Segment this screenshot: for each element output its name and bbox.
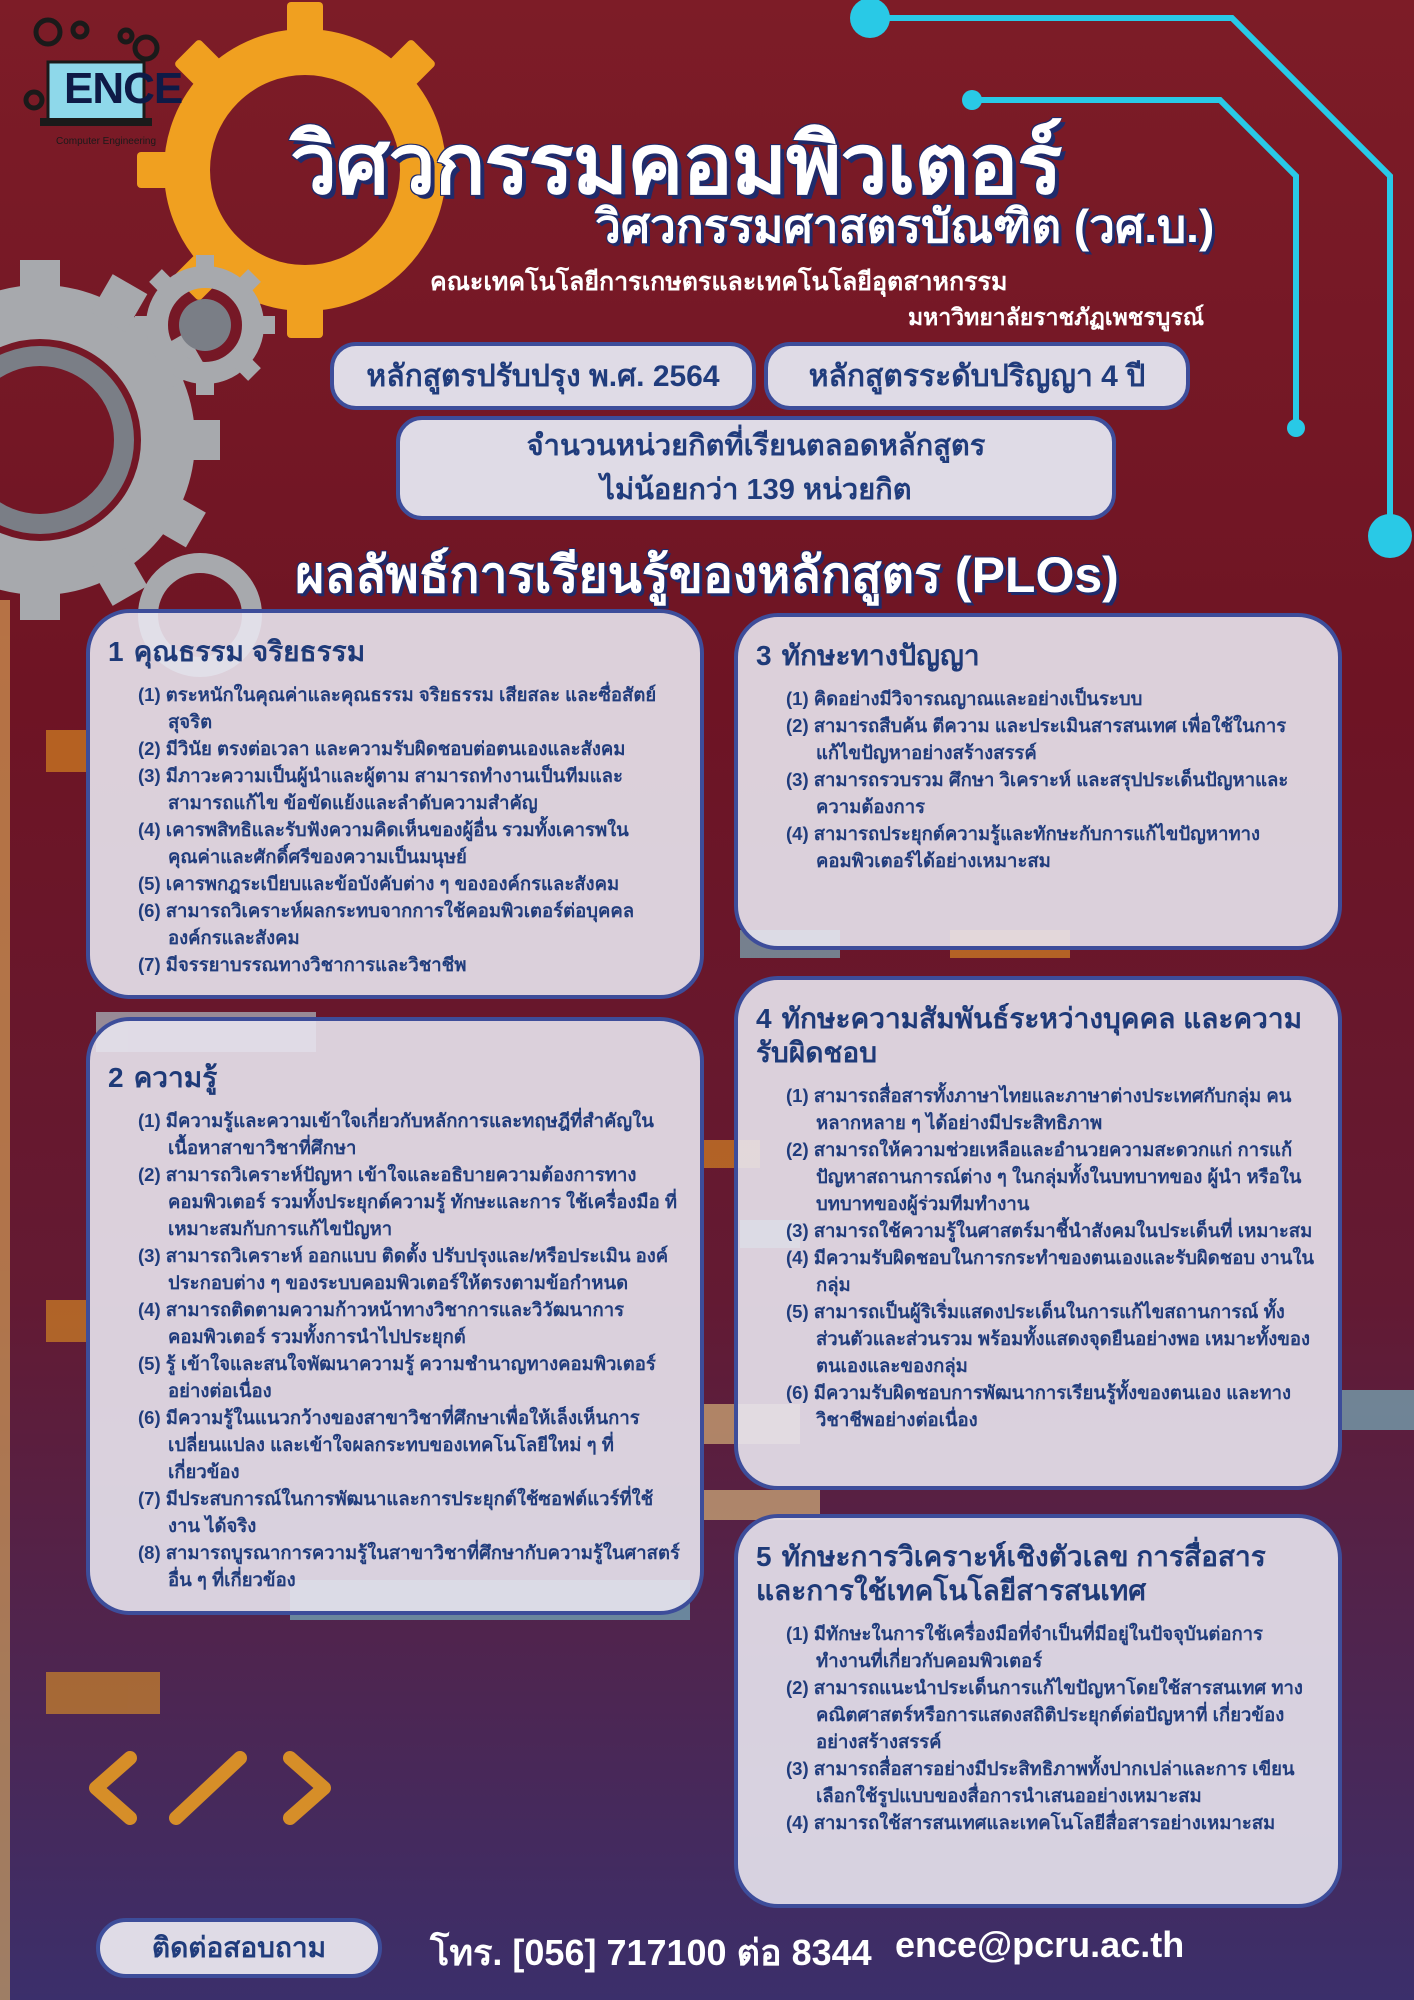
plo-card-title [756, 639, 1318, 673]
plo-title: ความรู้ [133, 1062, 218, 1093]
list-item: (6) มีความรู้ในแนวกว้างของสาขาวิชาที่ศึกษาเพื่อให้เล็งเห็นการ เปลี่ยนแปลง และเข้าใจผลกระทบของเทคโนโลยีใหม่ ๆ ที่เกี่ยวข้อง [138, 1407, 640, 1482]
plo-card-title [108, 1061, 680, 1095]
list-item: (4) สามารถติดตามความก้าวหน้าทางวิชาการและวิวัฒนาการ คอมพิวเตอร์ รวมทั้งการนำไปประยุกต์ [138, 1299, 625, 1347]
logo [20, 12, 183, 147]
list-item: (1) มีทักษะในการใช้เครื่องมือที่จำเป็นที่มีอยู่ในปัจจุบันต่อการ ทำงานที่เกี่ยวกับคอมพิวเตอร์ [786, 1623, 1263, 1671]
list-item: (4) สามารถประยุกต์ความรู้และทักษะกับการแก้ไขปัญหาทาง คอมพิวเตอร์ได้อย่างเหมาะสม [786, 823, 1261, 871]
circuit-node-icon [1287, 419, 1305, 437]
list-item: (2) สามารถสืบค้น ตีความ และประเมินสารสนเทศ เพื่อใช้ในการ แก้ไขปัญหาอย่างสร้างสรรค์ [786, 715, 1287, 763]
credits-badge [396, 416, 1116, 520]
degree-title: วิศวกรรมศาสตรบัณฑิต (วศ.บ.) [595, 200, 1215, 252]
plo-card-intellectual-skills [734, 613, 1342, 950]
list-item: (3) สามารถวิเคราะห์ ออกแบบ ติดตั้ง ปรับปรุงและ/หรือประเมิน องค์ประกอบต่าง ๆ ของระบบคอมพิวเตอร์ให้ตรงตามข้อกำหนด [138, 1245, 669, 1293]
plo-title: ทักษะการวิเคราะห์เชิงตัวเลข การสื่อสาร และการใช้เทคโนโลยีสารสนเทศ [756, 1541, 1266, 1606]
plo-item-list [756, 1082, 1318, 1433]
plo-item-list [756, 1620, 1318, 1836]
circuit-node-icon [850, 0, 890, 38]
curriculum-year-badge: หลักสูตรปรับปรุง พ.ศ. 2564 [330, 342, 756, 410]
plo-number: 2 [108, 1062, 124, 1093]
plo-title: ทักษะความสัมพันธ์ระหว่างบุคคล และความรับผิดชอบ [756, 1003, 1303, 1068]
logo-text: ENCE [64, 64, 183, 113]
phone-number: โทร. [056] 717100 ต่อ 8344 [430, 1932, 872, 1973]
plo-number: 1 [108, 636, 124, 667]
list-item: (3) มีภาวะความเป็นผู้นำและผู้ตาม สามารถทำงานเป็นทีมและ สามารถแก้ไข ข้อขัดแย้งและลำดับความสำคัญ [138, 765, 623, 813]
code-brackets-icon [96, 1758, 324, 1818]
contact-label: ติดต่อสอบถาม [96, 1918, 382, 1978]
plo-title: คุณธรรม จริยธรรม [133, 636, 366, 667]
list-item: (7) มีประสบการณ์ในการพัฒนาและการประยุกต์ใช้ซอฟต์แวร์ที่ใช้งาน ได้จริง [138, 1488, 654, 1536]
program-level-badge: หลักสูตรระดับปริญญา 4 ปี [764, 342, 1190, 410]
list-item: (2) สามารถวิเคราะห์ปัญหา เข้าใจและอธิบายความต้องการทาง คอมพิวเตอร์ รวมทั้งประยุกต์ความรู้ ทักษะและการ ใช้เครื่องมือ ที่เหมาะสมกับการแก้ไขปัญหา [138, 1164, 678, 1239]
list-item: (3) สามารถใช้ความรู้ในศาสตร์มาชี้นำสังคมในประเด็นที่ เหมาะสม [786, 1220, 1313, 1241]
plo-card-knowledge [86, 1017, 704, 1615]
plo-number: 4 [756, 1003, 772, 1034]
plo-item-list [108, 1107, 680, 1593]
plo-item-list [108, 681, 680, 978]
email-address: ence@pcru.ac.th [895, 1924, 1185, 1965]
list-item: (2) สามารถแนะนำประเด็นการแก้ไขปัญหาโดยใช้สารสนเทศ ทางคณิตศาสตร์หรือการแสดงสถิติประยุกต์ต่อปัญหาที่ เกี่ยวข้องอย่างสร้างสรรค์ [786, 1677, 1303, 1752]
plo-card-interpersonal-skills [734, 976, 1342, 1490]
list-item: (2) สามารถให้ความช่วยเหลือและอำนวยความสะดวกแก่ การแก้ปัญหาสถานการณ์ต่าง ๆ ในกลุ่มทั้งในบทบาทของ ผู้นำ หรือในบทบาทของผู้ร่วมทีมทำงาน [786, 1139, 1302, 1214]
plo-card-title [756, 1540, 1318, 1608]
list-item: (1) ตระหนักในคุณค่าและคุณธรรม จริยธรรม เสียสละ และซื่อสัตย์สุจริต [138, 684, 657, 732]
list-item: (1) คิดอย่างมีวิจารณญาณและอย่างเป็นระบบ [786, 688, 1143, 709]
plo-number: 5 [756, 1541, 772, 1572]
list-item: (3) สามารถสื่อสารอย่างมีประสิทธิภาพทั้งปากเปล่าและการ เขียน เลือกใช้รูปแบบของสื่อการนำเสนออย่างเหมาะสม [786, 1758, 1295, 1806]
list-item: (3) สามารถรวบรวม ศึกษา วิเคราะห์ และสรุปประเด็นปัญหาและ ความต้องการ [786, 769, 1289, 817]
list-item: (4) สามารถใช้สารสนเทศและเทคโนโลยีสื่อสารอย่างเหมาะสม [786, 1812, 1276, 1833]
list-item: (4) มีความรับผิดชอบในการกระทำของตนเองและรับผิดชอบ งานในกลุ่ม [786, 1247, 1315, 1295]
credits-line-1: จำนวนหน่วยกิตที่เรียนตลอดหลักสูตร [526, 430, 986, 462]
faculty-name: คณะเทคโนโลยีการเกษตรและเทคโนโลยีอุตสาหกรรม [430, 268, 1008, 296]
credits-line-2: ไม่น้อยกว่า 139 หน่วยกิต [600, 474, 912, 506]
list-item: (5) เคารพกฎระเบียบและข้อบังคับต่าง ๆ ขององค์กรและสังคม [138, 873, 620, 894]
plo-card-numerical-communication-it [734, 1514, 1342, 1908]
list-item: (1) มีความรู้และความเข้าใจเกี่ยวกับหลักการและทฤษฎีที่สำคัญใน เนื้อหาสาขาวิชาที่ศึกษา [138, 1110, 654, 1158]
plo-card-title [108, 635, 680, 669]
list-item: (1) สามารถสื่อสารทั้งภาษาไทยและภาษาต่างประเทศกับกลุ่ม คนหลากหลาย ๆ ได้อย่างมีประสิทธิภาพ [786, 1085, 1292, 1133]
plo-item-list [756, 685, 1318, 874]
plo-card-ethics [86, 609, 704, 999]
logo-subtitle: Computer Engineering [56, 136, 157, 147]
plo-card-title [756, 1002, 1318, 1070]
university-name: มหาวิทยาลัยราชภัฏเพชรบูรณ์ [908, 304, 1205, 330]
plo-heading: ผลลัพธ์การเรียนรู้ของหลักสูตร (PLOs) [295, 547, 1119, 603]
page-title: วิศวกรรมคอมพิวเตอร์ [290, 117, 1062, 211]
plo-title: ทักษะทางปัญญา [781, 640, 980, 671]
list-item: (4) เคารพสิทธิและรับฟังความคิดเห็นของผู้อื่น รวมทั้งเคารพใน คุณค่าและศักดิ์ศรีของความเป็นมนุษย์ [138, 819, 629, 867]
grey-gear-small-icon [135, 255, 275, 395]
list-item: (5) สามารถเป็นผู้ริเริ่มแสดงประเด็นในการแก้ไขสถานการณ์ ทั้งส่วนตัวและส่วนรวม พร้อมทั้งแสดงจุดยืนอย่างพอ เหมาะทั้งของตนเองและของกลุ่ม [786, 1301, 1311, 1376]
list-item: (5) รู้ เข้าใจและสนใจพัฒนาความรู้ ความชำนาญทางคอมพิวเตอร์ อย่างต่อเนื่อง [138, 1353, 656, 1401]
plo-number: 3 [756, 640, 772, 671]
list-item: (2) มีวินัย ตรงต่อเวลา และความรับผิดชอบต่อตนเองและสังคม [138, 738, 626, 759]
list-item: (6) มีความรับผิดชอบการพัฒนาการเรียนรู้ทั้งของตนเอง และทางวิชาชีพอย่างต่อเนื่อง [786, 1382, 1292, 1430]
list-item: (7) มีจรรยาบรรณทางวิชาการและวิชาชีพ [138, 954, 467, 975]
list-item: (8) สามารถบูรณาการความรู้ในสาขาวิชาที่ศึกษากับความรู้ในศาสตร์ อื่น ๆ ที่เกี่ยวข้อง [138, 1542, 680, 1590]
list-item: (6) สามารถวิเคราะห์ผลกระทบจากการใช้คอมพิวเตอร์ต่อบุคคล องค์กรและสังคม [138, 900, 635, 948]
